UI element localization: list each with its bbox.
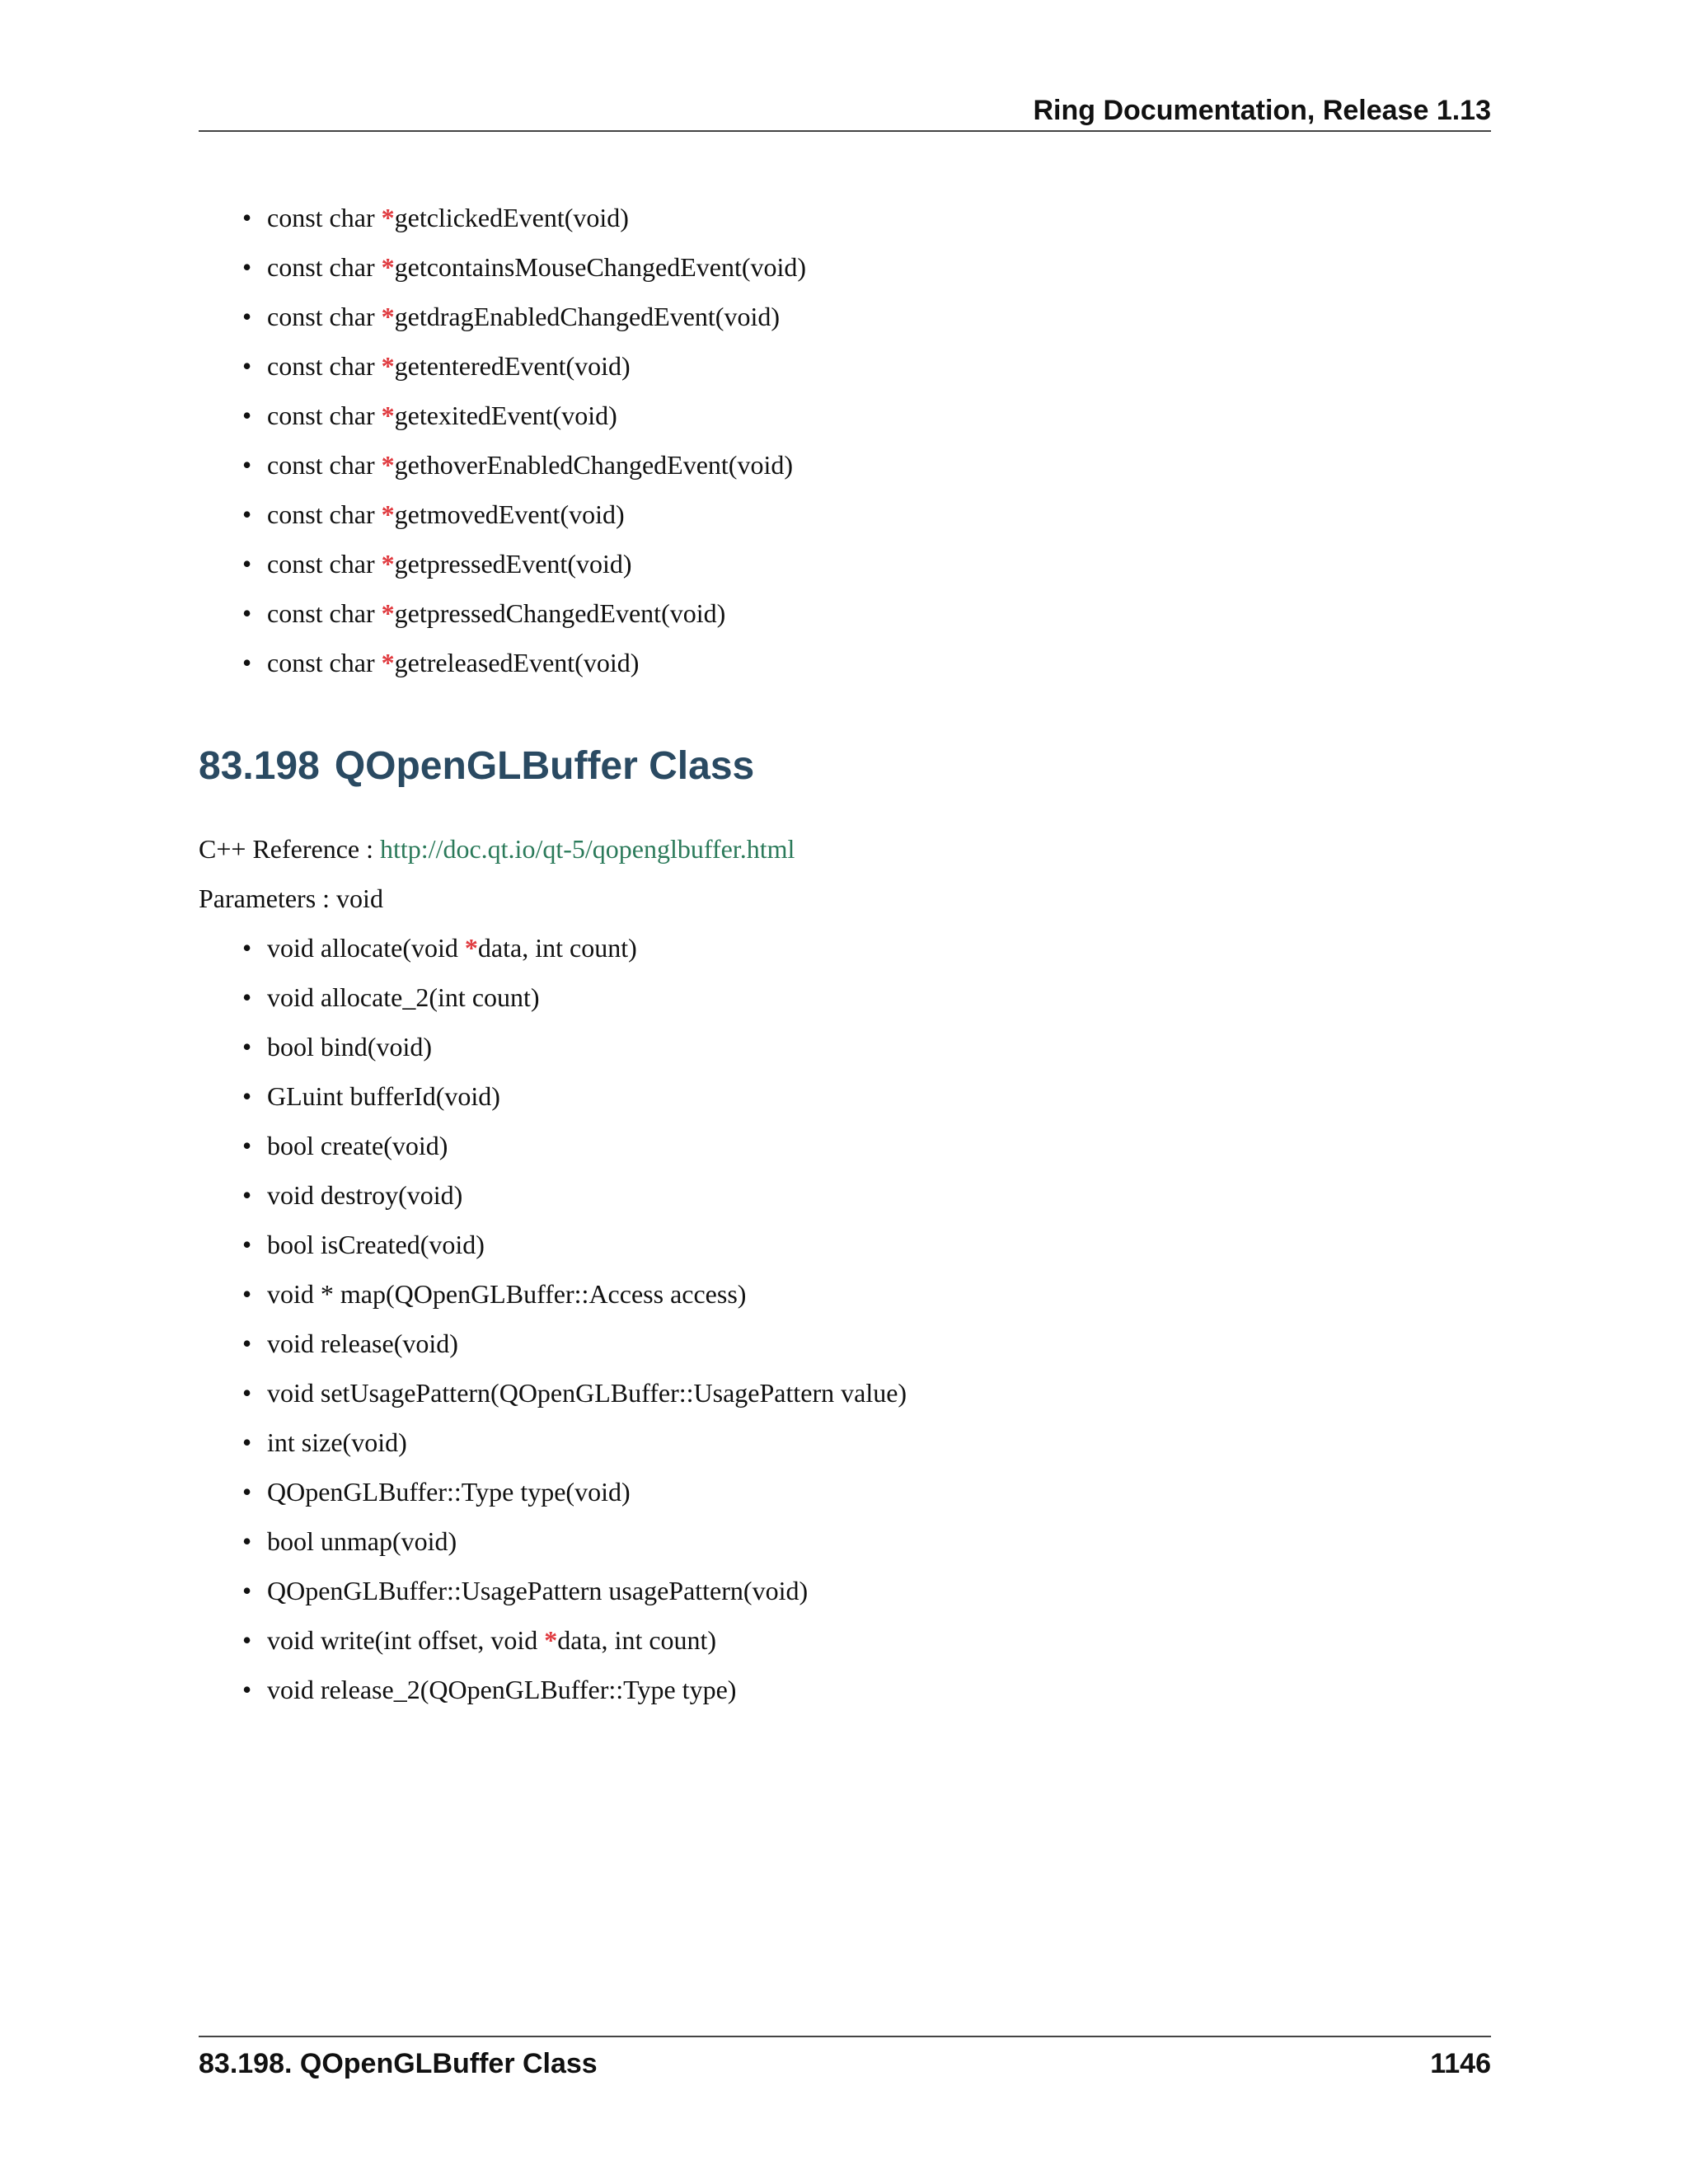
- buffer-method-item: [239, 1170, 907, 1220]
- pointer-star: *: [464, 933, 478, 963]
- signature-text: void release(void): [267, 1329, 458, 1358]
- buffer-method-item: [239, 1615, 907, 1665]
- buffer-method-item: [239, 1022, 907, 1071]
- signature-text: void destroy(void): [267, 1180, 463, 1210]
- signature-text: bool unmap(void): [267, 1526, 457, 1556]
- event-method-item: [239, 588, 806, 638]
- buffer-method-item: [239, 1071, 907, 1121]
- signature-text: getenteredEvent(void): [394, 351, 631, 381]
- event-method-item: [239, 440, 806, 490]
- buffer-method-list: [239, 923, 907, 1714]
- section-title: QOpenGLBuffer Class: [334, 744, 755, 788]
- buffer-method-item: [239, 1418, 907, 1467]
- pointer-star: *: [381, 549, 395, 579]
- signature-text: data, int count): [557, 1625, 717, 1655]
- buffer-method-item: [239, 1566, 907, 1615]
- footer-section: 83.198. QOpenGLBuffer Class: [199, 2048, 598, 2079]
- signature-text: getexitedEvent(void): [394, 401, 617, 430]
- pointer-star: *: [381, 499, 395, 529]
- event-method-item: [239, 193, 806, 242]
- signature-text: const char: [267, 252, 382, 282]
- signature-text: void release_2(QOpenGLBuffer::Type type): [267, 1675, 737, 1704]
- signature-text: void allocate_2(int count): [267, 982, 540, 1012]
- signature-text: getreleasedEvent(void): [394, 648, 640, 677]
- buffer-method-item: [239, 1368, 907, 1418]
- reference-label: C++ Reference :: [199, 834, 380, 864]
- pointer-star: *: [381, 203, 395, 232]
- pointer-star: *: [381, 252, 395, 282]
- pointer-star: *: [381, 351, 395, 381]
- buffer-method-item: [239, 1665, 907, 1714]
- signature-text: const char: [267, 598, 382, 628]
- signature-text: getpressedChangedEvent(void): [394, 598, 726, 628]
- signature-text: const char: [267, 302, 382, 331]
- event-method-item: [239, 391, 806, 440]
- document-title: Ring Documentation, Release 1.13: [1033, 95, 1491, 126]
- signature-text: bool bind(void): [267, 1032, 432, 1062]
- event-method-item: [239, 490, 806, 539]
- signature-text: void * map(QOpenGLBuffer::Access access): [267, 1279, 747, 1309]
- event-method-item: [239, 539, 806, 588]
- signature-text: void allocate(void: [267, 933, 465, 963]
- buffer-method-item: [239, 1269, 907, 1319]
- page-number: 1146: [1430, 2048, 1491, 2079]
- cpp-reference-line: [199, 824, 795, 874]
- signature-text: getcontainsMouseChangedEvent(void): [394, 252, 807, 282]
- section-number: 83.198: [199, 744, 320, 788]
- signature-text: getmovedEvent(void): [394, 499, 625, 529]
- reference-link[interactable]: http://doc.qt.io/qt-5/qopenglbuffer.html: [380, 834, 795, 864]
- signature-text: const char: [267, 351, 382, 381]
- signature-text: void write(int offset, void: [267, 1625, 545, 1655]
- signature-text: const char: [267, 203, 382, 232]
- pointer-star: *: [381, 401, 395, 430]
- signature-text: const char: [267, 549, 382, 579]
- signature-text: getclickedEvent(void): [394, 203, 629, 232]
- pointer-star: *: [381, 302, 395, 331]
- event-method-item: [239, 341, 806, 391]
- signature-text: getpressedEvent(void): [394, 549, 632, 579]
- buffer-method-item: [239, 972, 907, 1022]
- signature-text: getdragEnabledChangedEvent(void): [394, 302, 780, 331]
- event-method-item: [239, 292, 806, 341]
- event-method-item: [239, 638, 806, 687]
- buffer-method-item: [239, 1220, 907, 1269]
- signature-text: GLuint bufferId(void): [267, 1081, 500, 1111]
- signature-text: data, int count): [477, 933, 637, 963]
- signature-text: bool create(void): [267, 1131, 448, 1160]
- signature-text: gethoverEnabledChangedEvent(void): [394, 450, 793, 480]
- signature-text: QOpenGLBuffer::UsagePattern usagePattern(void): [267, 1576, 809, 1605]
- signature-text: void setUsagePattern(QOpenGLBuffer::UsagePattern value): [267, 1378, 907, 1408]
- signature-text: const char: [267, 648, 382, 677]
- page-header: [199, 89, 1491, 132]
- buffer-method-item: [239, 1121, 907, 1170]
- pointer-star: *: [381, 450, 395, 480]
- event-method-list: [239, 193, 806, 687]
- section-heading: [199, 737, 754, 796]
- pointer-star: *: [381, 598, 395, 628]
- event-method-item: [239, 242, 806, 292]
- signature-text: const char: [267, 401, 382, 430]
- pointer-star: *: [544, 1625, 558, 1655]
- parameters-line: Parameters : void: [199, 883, 383, 913]
- page-footer: [199, 2036, 1491, 2083]
- signature-text: int size(void): [267, 1427, 407, 1457]
- signature-text: QOpenGLBuffer::Type type(void): [267, 1477, 631, 1507]
- signature-text: const char: [267, 450, 382, 480]
- buffer-method-item: [239, 1319, 907, 1368]
- buffer-method-item: [239, 1467, 907, 1516]
- signature-text: bool isCreated(void): [267, 1230, 485, 1259]
- signature-text: const char: [267, 499, 382, 529]
- buffer-method-item: [239, 1516, 907, 1566]
- buffer-method-item: [239, 923, 907, 972]
- pointer-star: *: [381, 648, 395, 677]
